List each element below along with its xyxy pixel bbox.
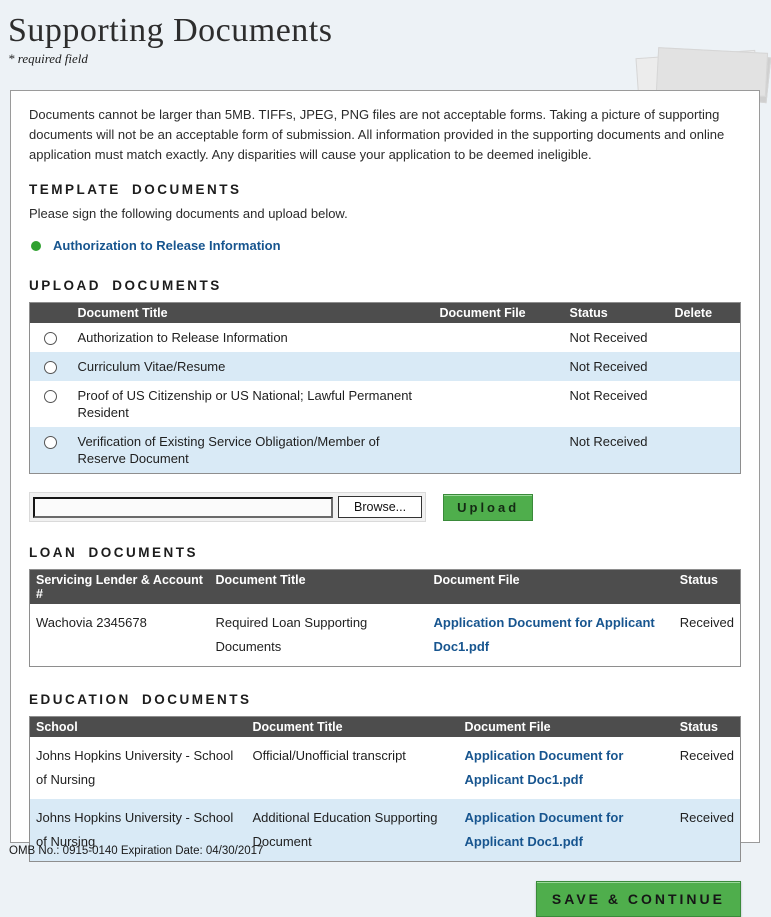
column-header-status: Status bbox=[564, 303, 669, 324]
column-header-status: Status bbox=[674, 717, 741, 738]
authorization-release-link[interactable]: Authorization to Release Information bbox=[53, 238, 281, 253]
loan-table-header-row bbox=[30, 570, 741, 605]
column-header-document-file: Document File bbox=[434, 303, 564, 324]
green-dot-icon bbox=[31, 241, 41, 251]
loan-documents-heading: LOAN DOCUMENTS bbox=[29, 545, 198, 560]
column-header-document-title: Document Title bbox=[72, 303, 434, 324]
loan-table-row bbox=[30, 604, 741, 667]
delete-cell bbox=[669, 427, 741, 474]
status-cell: Not Received bbox=[569, 330, 648, 345]
document-title-cell: Curriculum Vitae/Resume bbox=[77, 359, 226, 374]
school-cell: Johns Hopkins University - School of Nursing bbox=[36, 810, 234, 849]
template-link-row bbox=[29, 238, 741, 253]
page-header bbox=[8, 12, 332, 67]
document-file-cell bbox=[434, 323, 564, 352]
status-cell: Received bbox=[679, 615, 734, 630]
upload-button[interactable]: Upload bbox=[443, 494, 533, 521]
education-document-file-link[interactable]: Application Document for Applicant Doc1.pdf bbox=[464, 748, 624, 787]
delete-cell bbox=[669, 381, 741, 427]
document-file-cell bbox=[434, 381, 564, 427]
document-title-cell: Required Loan Supporting Documents bbox=[215, 615, 368, 654]
loan-documents-table bbox=[29, 569, 741, 667]
school-cell: Johns Hopkins University - School of Nursing bbox=[36, 748, 234, 787]
education-document-file-link[interactable]: Application Document for Applicant Doc1.pdf bbox=[464, 810, 624, 849]
education-documents-heading: EDUCATION DOCUMENTS bbox=[29, 692, 252, 707]
document-title-cell: Authorization to Release Information bbox=[77, 330, 288, 345]
document-title-cell: Official/Unofficial transcript bbox=[252, 748, 406, 763]
status-cell: Received bbox=[679, 748, 734, 763]
required-field-note: * required field bbox=[8, 51, 88, 66]
page-title: Supporting Documents bbox=[8, 12, 333, 49]
upload-documents-heading: UPLOAD DOCUMENTS bbox=[29, 278, 222, 293]
upload-table-row bbox=[30, 427, 741, 474]
document-file-cell bbox=[434, 352, 564, 381]
upload-table-header-row bbox=[30, 303, 741, 324]
upload-controls bbox=[29, 492, 741, 522]
column-header-document-file: Document File bbox=[459, 717, 674, 738]
column-header-document-title: Document Title bbox=[247, 717, 459, 738]
omb-footer: OMB No.: 0915-0140 Expiration Date: 04/30/2017 bbox=[9, 845, 264, 857]
document-title-cell: Additional Education Supporting Document bbox=[252, 810, 438, 849]
status-cell: Received bbox=[679, 810, 734, 825]
upload-row-radio[interactable] bbox=[44, 361, 57, 374]
column-header-status: Status bbox=[674, 570, 741, 605]
save-continue-button[interactable]: SAVE & CONTINUE bbox=[536, 881, 741, 917]
column-header-delete: Delete bbox=[669, 303, 741, 324]
upload-table-row bbox=[30, 352, 741, 381]
column-header-lender: Servicing Lender & Account # bbox=[30, 570, 210, 605]
upload-row-radio[interactable] bbox=[44, 436, 57, 449]
status-cell: Not Received bbox=[569, 434, 648, 449]
column-header-document-title: Document Title bbox=[210, 570, 428, 605]
lender-cell: Wachovia 2345678 bbox=[36, 615, 147, 630]
education-table-header-row bbox=[30, 717, 741, 738]
column-header-school: School bbox=[30, 717, 247, 738]
delete-cell bbox=[669, 323, 741, 352]
upload-documents-table bbox=[29, 302, 741, 474]
browse-button[interactable]: Browse... bbox=[338, 496, 422, 518]
delete-cell bbox=[669, 352, 741, 381]
intro-text: Documents cannot be larger than 5MB. TIFFs, JPEG, PNG files are not acceptable forms. Taking a picture of supporting documents will not be an acceptable form of submission. All information provided in the supporting documents and online application must match exactly. Any disparities will cause your application to be deemed ineligible. bbox=[29, 107, 725, 162]
upload-row-radio[interactable] bbox=[44, 332, 57, 345]
education-table-row bbox=[30, 737, 741, 799]
status-cell: Not Received bbox=[569, 388, 648, 403]
document-title-cell: Proof of US Citizenship or US National; Lawful Permanent Resident bbox=[77, 388, 413, 420]
loan-document-file-link[interactable]: Application Document for Applicant Doc1.pdf bbox=[433, 615, 655, 654]
column-header-document-file: Document File bbox=[428, 570, 674, 605]
file-path-input[interactable] bbox=[33, 497, 333, 518]
file-picker bbox=[29, 492, 426, 522]
upload-table-row bbox=[30, 323, 741, 352]
upload-table-row bbox=[30, 381, 741, 427]
document-file-cell bbox=[434, 427, 564, 474]
paper-stack-graphic bbox=[641, 38, 771, 98]
status-cell: Not Received bbox=[569, 359, 648, 374]
template-documents-heading: TEMPLATE DOCUMENTS bbox=[29, 182, 242, 197]
template-instruction: Please sign the following documents and upload below. bbox=[29, 206, 348, 221]
document-title-cell: Verification of Existing Service Obligation/Member of Reserve Document bbox=[77, 434, 380, 466]
radio-column-header bbox=[30, 303, 72, 324]
upload-row-radio[interactable] bbox=[44, 390, 57, 403]
education-documents-table bbox=[29, 716, 741, 862]
actions-row bbox=[29, 881, 741, 917]
